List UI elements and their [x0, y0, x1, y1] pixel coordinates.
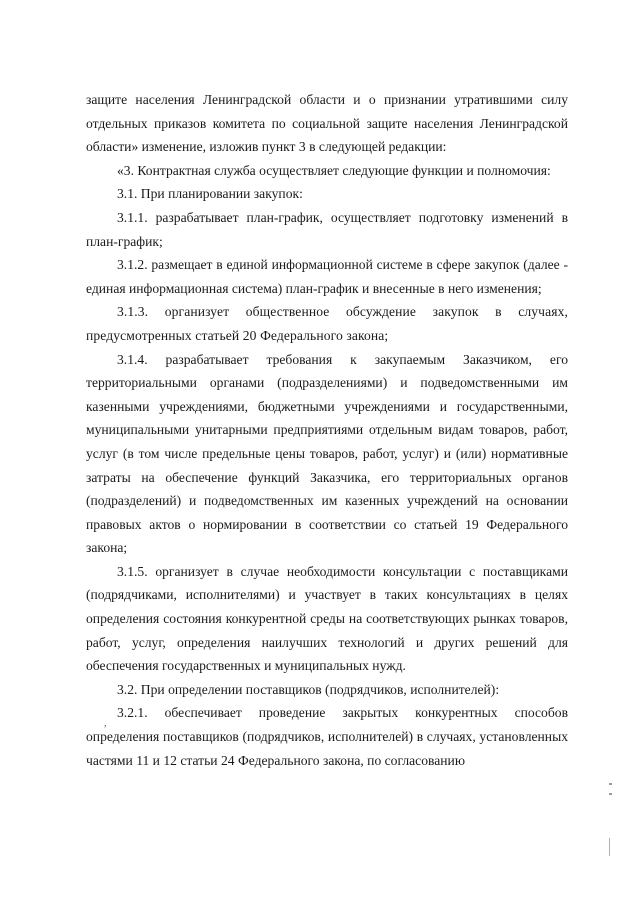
paragraph-3-1: 3.1. При планировании закупок:: [117, 186, 303, 202]
paragraph-3-1-1: 3.1.1. разрабатывает план-график, осуществляет подготовку изменений в план-график;: [86, 209, 568, 249]
paragraph-3-2: 3.2. При определении поставщиков (подрядчиков, исполнителей):: [117, 681, 500, 697]
paragraph-3-1-4: 3.1.4. разрабатывает требования к закупаемым Заказчиком, его территориальными органами (подразделениями) и подведомственными им казенными учреждениями, бюджетными учреждениями и государственными, муниципальными унитарными предприятиями отдельным видам товаров, работ, услуг (в том числе предельные цены товаров, работ, услуг) и (или) нормативные затраты на обеспечение функций Заказчика, его территориальных органов (подразделений) и подведомственных им казенных учреждений на основании правовых актов о нормировании в соответствии со статьей 19 Федерального закона;: [86, 351, 568, 556]
margin-line: [609, 838, 610, 856]
paragraph-3-1-3: 3.1.3. организует общественное обсуждение закупок в случаях, предусмотренных статьей 20 Федерального закона;: [86, 304, 568, 343]
margin-mark: [609, 783, 612, 785]
paragraph-3-1-5: 3.1.5. организует в случае необходимости консультации с поставщиками (подрядчиками, исполнителями) и участвует в таких консультациях в целях определения состояния конкурентной среды на соответствующих рынках товаров, работ, услуг, определения наилучших технологий и других решений для обеспечения государственных и муниципальных нужд.: [86, 563, 568, 674]
paragraph-section-3: «3. Контрактная служба осуществляет следующие функции и полномочия:: [117, 162, 551, 178]
document-body: [86, 88, 568, 772]
paragraph-intro: защите населения Ленинградской области и о признании утратившими силу отдельных приказов комитета по социальной защите населения Ленинградской области» изменение, изложив пункт 3 в следующей редакции:: [86, 92, 568, 155]
scan-speck: ,: [104, 718, 107, 729]
paragraph-3-2-1: 3.2.1. обеспечивает проведение закрытых конкурентных способов определения поставщиков (подрядчиков, исполнителей) в случаях, установленных частями 11 и 12 статьи 24 Федерального закона, по согласованию: [86, 705, 568, 768]
paragraph-3-1-2: 3.1.2. размещает в единой информационной системе в сфере закупок (далее - единая информационная система) план-график и внесенные в него изменения;: [86, 257, 568, 296]
margin-mark: [609, 793, 612, 795]
